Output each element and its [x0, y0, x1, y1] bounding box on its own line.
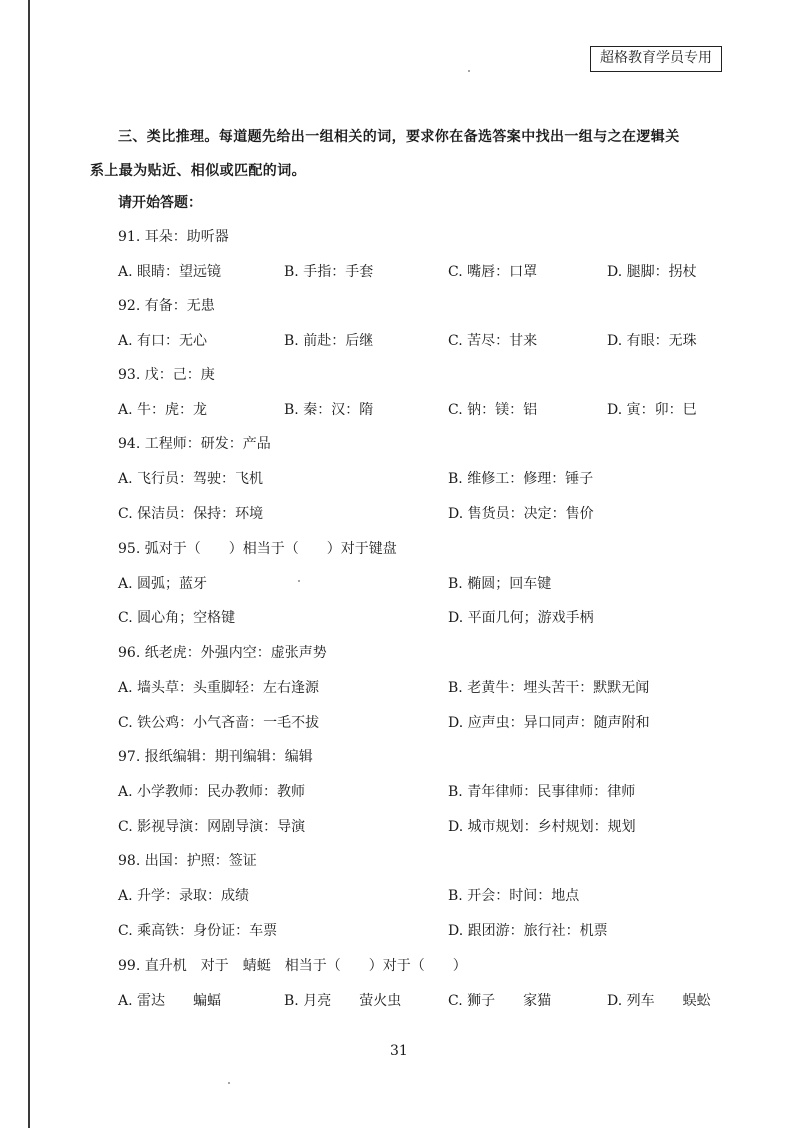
option-c: C. 乘高铁：身份证：车票	[118, 923, 278, 939]
option-d: D. 平面几何；游戏手柄	[448, 610, 594, 626]
option-d: D. 售货员：决定：售价	[448, 506, 594, 522]
restricted-use-stamp: 超格教育学员专用	[590, 46, 722, 72]
question-stem: 96. 纸老虎：外强内空：虚张声势	[118, 645, 327, 661]
question-stem: 93. 戊：己：庚	[118, 367, 215, 383]
question-stem: 95. 弧对于（ ）相当于（ ）对于键盘	[118, 541, 397, 557]
option-a: A. 小学教师：民办教师：教师	[118, 784, 306, 800]
option-d: D. 寅：卯：巳	[607, 402, 697, 418]
question-stem: 92. 有备：无患	[118, 298, 215, 314]
option-a: A. 牛：虎：龙	[118, 402, 208, 418]
question-stem: 98. 出国：护照：签证	[118, 853, 257, 869]
option-a: A. 眼睛：望远镜	[118, 264, 222, 280]
option-b: B. 手指：手套	[284, 264, 374, 280]
option-c: C. 钠：镁：铝	[448, 402, 538, 418]
section-title-line1: 三、类比推理。每道题先给出一组相关的词，要求你在备选答案中找出一组与之在逻辑关	[118, 129, 680, 145]
option-b: B. 椭圆；回车键	[448, 576, 552, 592]
scan-speck	[228, 1082, 230, 1084]
option-b: B. 老黄牛：埋头苦干：默默无闻	[448, 680, 650, 696]
option-c: C. 圆心角；空格键	[118, 610, 236, 626]
option-b: B. 开会：时间：地点	[448, 888, 580, 904]
option-d: D. 有眼：无珠	[607, 333, 697, 349]
option-a: A. 雷达 蝙蝠	[118, 993, 222, 1009]
option-b: B. 月亮 萤火虫	[284, 993, 402, 1009]
option-a: A. 圆弧；蓝牙	[118, 576, 208, 592]
option-c: C. 保洁员：保持：环境	[118, 506, 264, 522]
option-b: B. 维修工：修理：锤子	[448, 471, 594, 487]
section-title-line2: 系上最为贴近、相似或匹配的词。	[90, 163, 306, 179]
option-b: B. 秦：汉：隋	[284, 402, 374, 418]
option-a: A. 有口：无心	[118, 333, 208, 349]
option-d: D. 应声虫：异口同声：随声附和	[448, 715, 650, 731]
question-stem: 91. 耳朵：助听器	[118, 229, 229, 245]
option-d: D. 列车 蜈蚣	[607, 993, 711, 1009]
option-c: C. 嘴唇：口罩	[448, 264, 538, 280]
binding-line	[28, 0, 30, 1128]
option-c: C. 影视导演：网剧导演：导演	[118, 819, 306, 835]
option-a: A. 墙头草：头重脚轻：左右逢源	[118, 680, 320, 696]
scan-speck	[298, 580, 300, 582]
option-d: D. 腿脚：拐杖	[607, 264, 697, 280]
option-a: A. 飞行员：驾驶：飞机	[118, 471, 264, 487]
option-d: D. 跟团游：旅行社：机票	[448, 923, 608, 939]
option-b: B. 青年律师：民事律师：律师	[448, 784, 636, 800]
scan-speck	[468, 70, 470, 72]
option-c: C. 狮子 家猫	[448, 993, 552, 1009]
start-prompt: 请开始答题：	[118, 195, 202, 211]
option-c: C. 铁公鸡：小气吝啬：一毛不拔	[118, 715, 320, 731]
section-instructions	[90, 120, 730, 188]
question-stem: 97. 报纸编辑：期刊编辑：编辑	[118, 749, 313, 765]
page-number: 31	[390, 1043, 408, 1059]
option-a: A. 升学：录取：成绩	[118, 888, 250, 904]
option-d: D. 城市规划：乡村规划：规划	[448, 819, 636, 835]
question-stem: 94. 工程师：研发：产品	[118, 436, 271, 452]
question-stem: 99. 直升机 对于 蜻蜓 相当于（ ）对于（ ）	[118, 958, 467, 974]
option-c: C. 苦尽：甘来	[448, 333, 538, 349]
option-b: B. 前赴：后继	[284, 333, 374, 349]
